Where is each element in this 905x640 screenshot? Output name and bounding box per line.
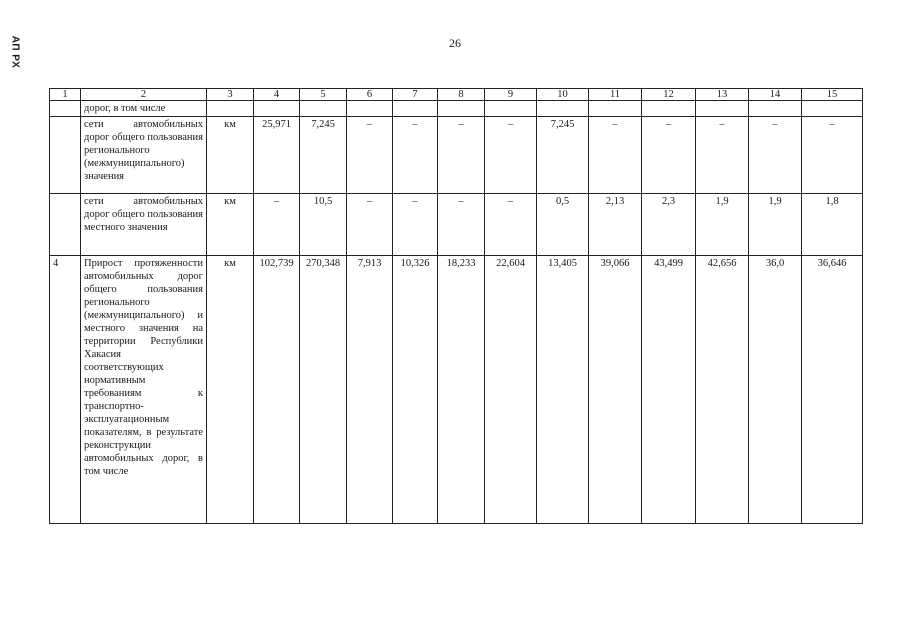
table-cell: 1,8 [802, 194, 863, 256]
column-header: 6 [347, 89, 393, 101]
data-table [49, 88, 863, 524]
row-index [50, 117, 81, 194]
side-margin-label: АП РХ [9, 35, 21, 69]
column-header: 4 [254, 89, 300, 101]
table-cell [802, 101, 863, 117]
table-row [50, 194, 863, 256]
table-row [50, 256, 863, 524]
table-cell: 102,739 [254, 256, 300, 524]
table-cell: – [347, 117, 393, 194]
row-description: Прирост протяженности автомобильных дорог общего пользования регионального (межмуниципального) и местного значения на территории Республики Хакасия соответствующих нормативным требованиям к транспортно-эксплуатационным показателям, в результате реконструкции автомобильных дорог, в том числе [81, 256, 207, 524]
table-cell: – [485, 194, 537, 256]
table-cell: – [696, 117, 749, 194]
table-cell: – [589, 117, 642, 194]
table-cell: – [347, 194, 393, 256]
table-cell: 43,499 [642, 256, 696, 524]
table-cell: 25,971 [254, 117, 300, 194]
table-cell [300, 101, 347, 117]
table-cell: – [438, 194, 485, 256]
table-cell: 18,233 [438, 256, 485, 524]
row-description: сети автомобильных дорог общего пользования местного значения [81, 194, 207, 256]
table-cell: 10,5 [300, 194, 347, 256]
table-cell: – [749, 117, 802, 194]
table-cell [537, 101, 589, 117]
table-cell: 2,3 [642, 194, 696, 256]
column-header: 15 [802, 89, 863, 101]
column-header: 5 [300, 89, 347, 101]
table-cell [749, 101, 802, 117]
row-description: сети автомобильных дорог общего пользования регионального (межмуниципального) значения [81, 117, 207, 194]
table-row [50, 101, 863, 117]
table-header-row [50, 89, 863, 101]
table-cell: 22,604 [485, 256, 537, 524]
row-unit: км [207, 256, 254, 524]
table-cell [589, 101, 642, 117]
column-header: 2 [81, 89, 207, 101]
table-cell [696, 101, 749, 117]
table-cell: – [254, 194, 300, 256]
table-cell: 39,066 [589, 256, 642, 524]
table-cell: 13,405 [537, 256, 589, 524]
table-cell: – [642, 117, 696, 194]
column-header: 12 [642, 89, 696, 101]
column-header: 10 [537, 89, 589, 101]
table-cell [393, 101, 438, 117]
column-header: 9 [485, 89, 537, 101]
row-unit: км [207, 117, 254, 194]
row-unit: км [207, 194, 254, 256]
table-cell: – [393, 117, 438, 194]
table-cell [438, 101, 485, 117]
table-cell: – [802, 117, 863, 194]
table-cell: – [393, 194, 438, 256]
table-row [50, 117, 863, 194]
table-cell: 2,13 [589, 194, 642, 256]
table-cell: 1,9 [696, 194, 749, 256]
page-number: 26 [449, 36, 461, 50]
column-header: 14 [749, 89, 802, 101]
table-cell: – [438, 117, 485, 194]
column-header: 13 [696, 89, 749, 101]
column-header: 11 [589, 89, 642, 101]
table-cell: 7,913 [347, 256, 393, 524]
table-cell [642, 101, 696, 117]
row-index [50, 194, 81, 256]
table-cell [347, 101, 393, 117]
table-cell: 42,656 [696, 256, 749, 524]
table-cell: – [485, 117, 537, 194]
column-header: 7 [393, 89, 438, 101]
column-header: 3 [207, 89, 254, 101]
table-cell: 0,5 [537, 194, 589, 256]
table-cell: 10,326 [393, 256, 438, 524]
column-header: 1 [50, 89, 81, 101]
table-cell [485, 101, 537, 117]
column-header: 8 [438, 89, 485, 101]
row-unit [207, 101, 254, 117]
table-cell: 36,0 [749, 256, 802, 524]
table-cell: 1,9 [749, 194, 802, 256]
row-index [50, 101, 81, 117]
table-cell: 270,348 [300, 256, 347, 524]
table-cell [254, 101, 300, 117]
table-cell: 7,245 [300, 117, 347, 194]
table-cell: 36,646 [802, 256, 863, 524]
row-description: дорог, в том числе [81, 101, 207, 117]
row-index: 4 [50, 256, 81, 524]
table-cell: 7,245 [537, 117, 589, 194]
